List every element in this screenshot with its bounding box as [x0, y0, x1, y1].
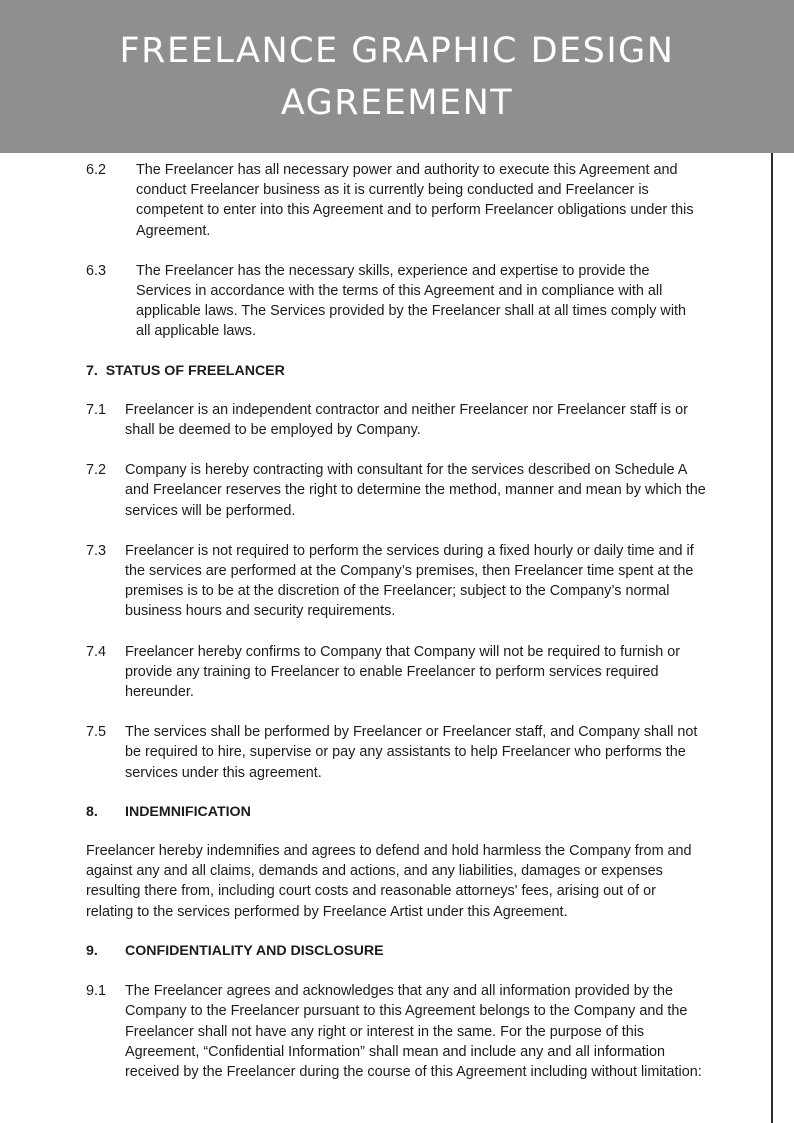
clause-6-3 [86, 261, 703, 342]
indemnification-paragraph: Freelancer hereby indemnifies and agrees to defend and hold harmless the Company from and against any and all claims, demands and actions, and any liabilities, damages or expenses resulting there from, including court costs and reasonable attorneys' fees, arising out of or relating to the services performed by Freelance Artist under this Agreement. [86, 843, 692, 920]
clause-number: 7.4 [86, 643, 107, 660]
document-body [86, 160, 726, 1082]
clause-text: The services shall be performed by Freelancer or Freelancer staff, and Company shall not be required to hire, supervise or pay any assistants to help Freelancer who performs the services under this agreement. [125, 724, 698, 781]
section-heading-text: 7. STATUS OF FREELANCER [86, 362, 285, 379]
clause-7-4 [86, 642, 706, 703]
section-title: CONFIDENTIALITY AND DISCLOSURE [125, 942, 384, 959]
section-number: 8. [86, 803, 98, 820]
title-banner [0, 0, 794, 153]
clause-number: 6.3 [86, 262, 107, 279]
clause-7-1 [86, 400, 708, 440]
clause-text: Freelancer is not required to perform the services during a fixed hourly or daily time and if the services are performed at the Company’s premises, then Freelancer time spent at the premises is to be at the discretion of the Freelancer; subject to the Company’s normal business hours and security requirements. [125, 542, 694, 620]
banner-title-line-2: AGREEMENT [280, 82, 514, 123]
clause-6-2 [86, 160, 714, 241]
clause-text: The Freelancer agrees and acknowledges that any and all information provided by the Company to the Freelancer pursuant to this Agreement belongs to the Company and the Freelancer shall not have any right or interest in the same. For the purpose of this Agreement, “Confidential Information” shall mean and include any and all information received by the Freelancer during the course of this Agreement including without limitation: [125, 983, 702, 1080]
clause-text: The Freelancer has all necessary power and authority to execute this Agreement and conduct Freelancer business as it is currently being conducted and Freelancer is competent to enter into this Agreement and to perform Freelancer obligations under this Agreement. [136, 162, 694, 239]
clause-number: 7.5 [86, 724, 107, 741]
clause-7-3 [86, 541, 700, 622]
clause-9-1 [86, 981, 712, 1082]
section-8-heading [86, 802, 726, 822]
section-9-heading [86, 941, 726, 961]
clause-text: Freelancer hereby confirms to Company that Company will not be required to furnish or provide any training to Freelancer to enable Freelancer to perform services required hereunder. [125, 643, 681, 701]
clause-number: 6.2 [86, 162, 107, 178]
clause-number: 7.1 [86, 401, 107, 418]
clause-7-2 [86, 460, 710, 521]
clause-text: Freelancer is an independent contractor and neither Freelancer nor Freelancer staff is or shall be deemed to be employed by Company. [125, 401, 688, 439]
clause-text: Company is hereby contracting with consultant for the services described on Schedule A and Freelancer reserves the right to determine the method, manner and mean by which the services will be performed. [125, 462, 706, 519]
clause-number: 7.2 [86, 462, 107, 479]
clause-number: 9.1 [86, 983, 107, 1000]
section-7-heading [86, 361, 726, 381]
clause-text: The Freelancer has the necessary skills, experience and expertise to provide the Services in accordance with the terms of this Agreement and in compliance with all applicable laws. The Services provided by the Freelancer shall at all times comply with all applicable laws. [136, 262, 687, 340]
clause-7-5 [86, 722, 706, 783]
section-title: INDEMNIFICATION [125, 803, 251, 820]
banner-title-line-1: FREELANCE GRAPHIC DESIGN [119, 30, 675, 71]
section-number: 9. [86, 942, 98, 959]
page-right-border [771, 153, 773, 1123]
clause-number: 7.3 [86, 542, 107, 559]
